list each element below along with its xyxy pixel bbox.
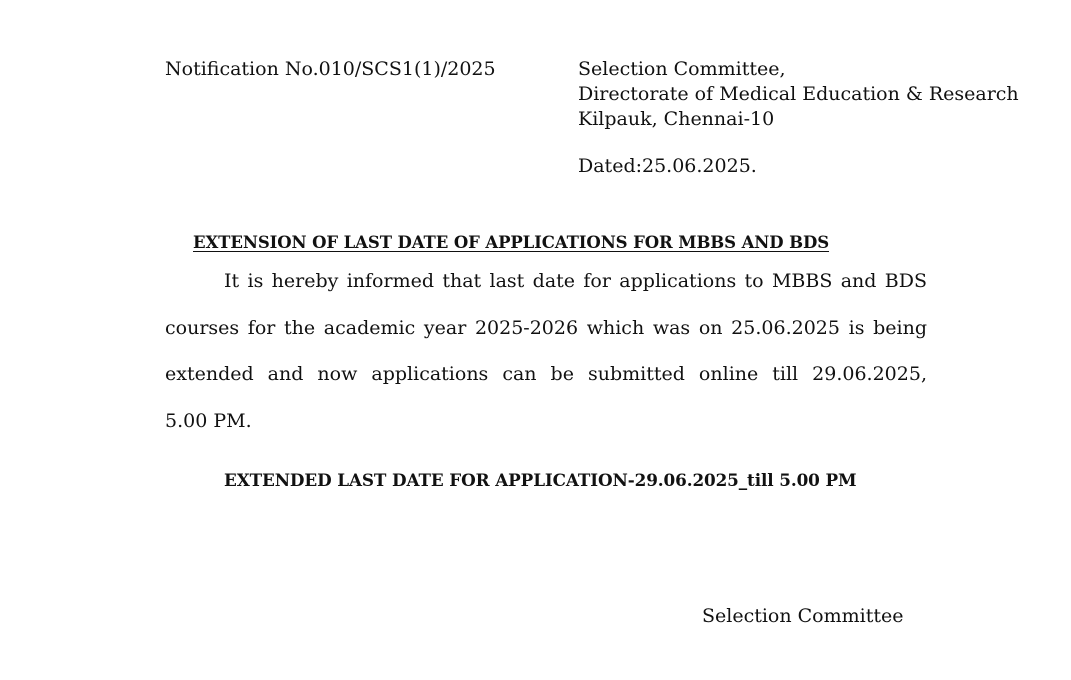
notice-heading: EXTENSION OF LAST DATE OF APPLICATIONS FOR MBBS AND BDS — [193, 233, 830, 252]
body-line-1: It is hereby informed that last date for applications to MBBS and BDS — [224, 270, 927, 292]
issuer-address — [578, 57, 1019, 132]
notification-number: Notification No.010/SCS1(1)/2025 — [165, 58, 496, 80]
extended-deadline-notice: EXTENDED LAST DATE FOR APPLICATION-29.06.2025_till 5.00 PM — [224, 470, 857, 490]
issuer-line-3: Kilpauk, Chennai-10 — [578, 108, 775, 130]
body-line-4: 5.00 PM. — [165, 410, 252, 432]
date-line: Dated:25.06.2025. — [578, 155, 757, 177]
body-line-3: extended and now applications can be submitted online till 29.06.2025, — [165, 363, 927, 385]
signature-block: Selection Committee — [702, 605, 904, 627]
issuer-line-1: Selection Committee, — [578, 58, 786, 80]
body-line-2: courses for the academic year 2025-2026 which was on 25.06.2025 is being — [165, 317, 927, 339]
issuer-line-2: Directorate of Medical Education & Research — [578, 83, 1019, 105]
